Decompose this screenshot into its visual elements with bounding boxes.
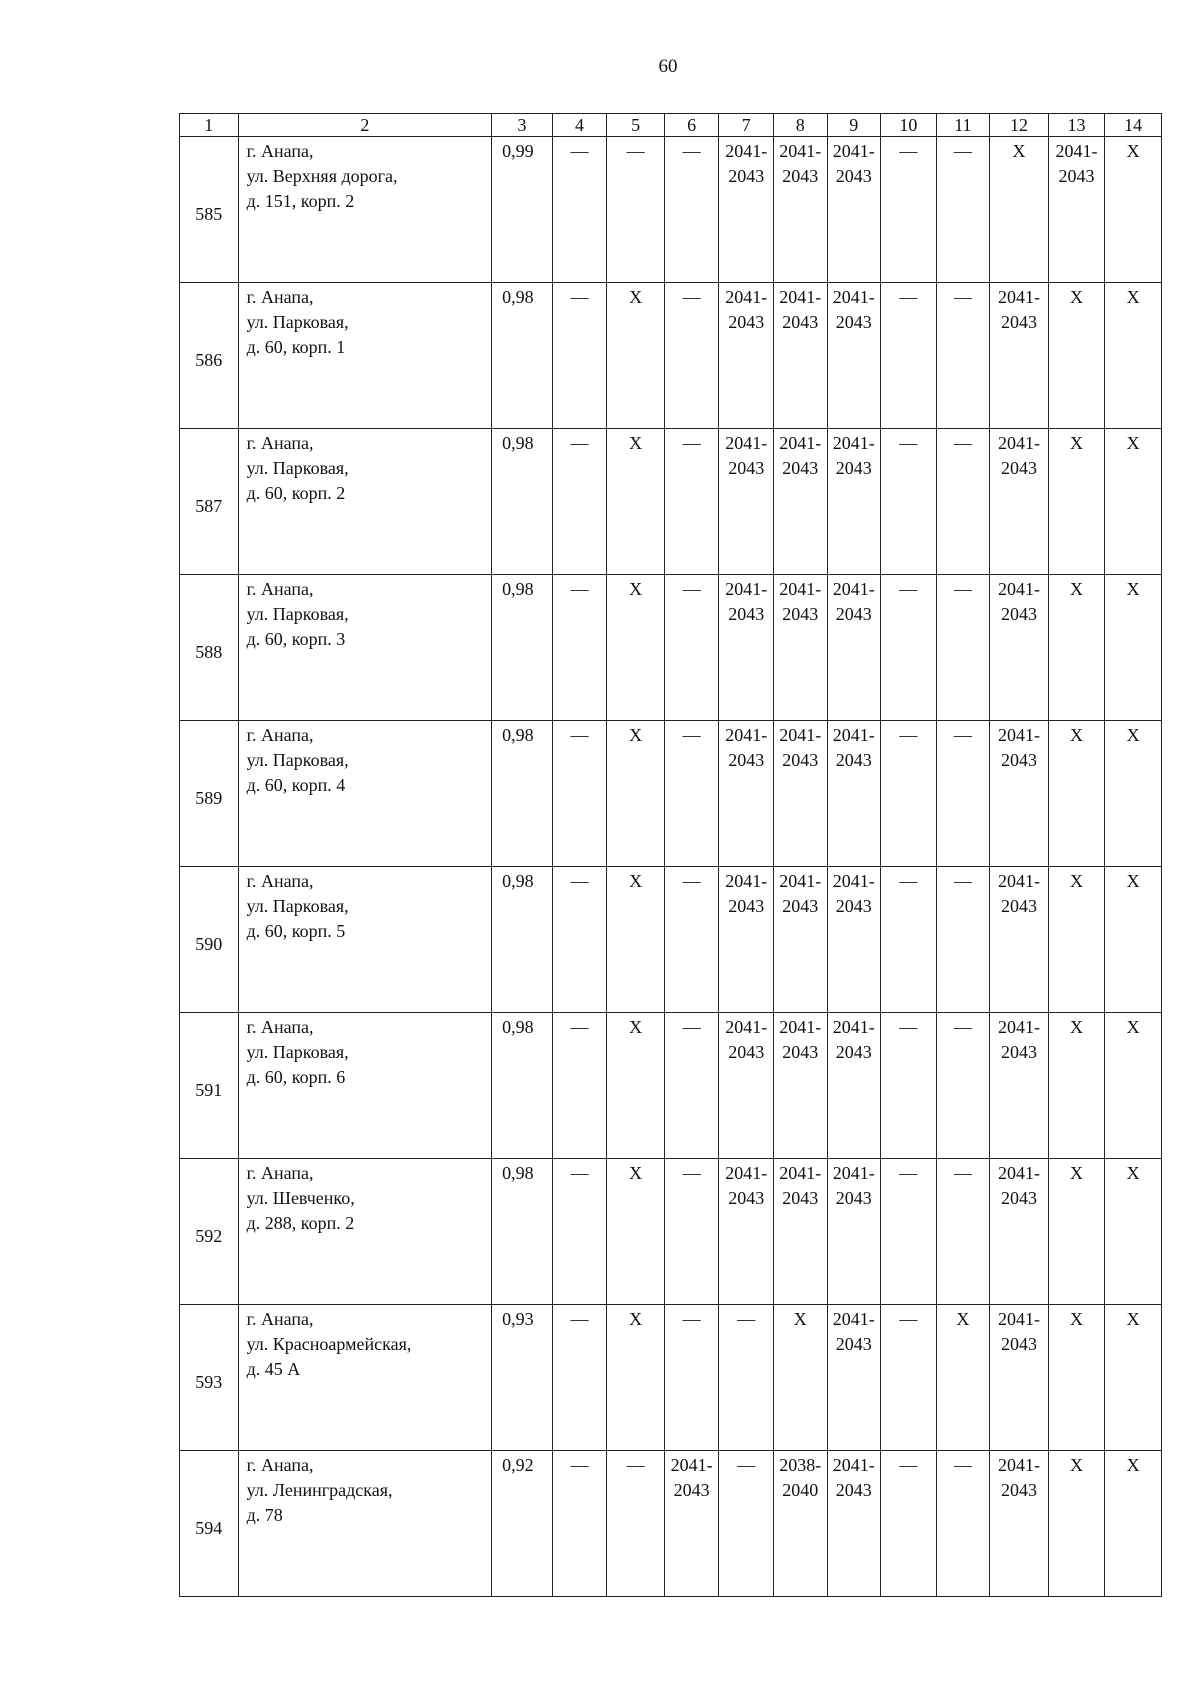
period-cell: 2041- 2043 (719, 575, 774, 721)
address-cell (238, 1013, 492, 1159)
coefficient-cell: 0,98 (492, 721, 553, 867)
period-cell: Х (607, 867, 665, 1013)
address-cell (238, 137, 492, 283)
period-cell: — (936, 575, 990, 721)
row-number-cell (180, 429, 239, 575)
table-row (180, 429, 1162, 575)
period-cell: — (664, 575, 719, 721)
period-cell: 2041- 2043 (827, 1451, 881, 1597)
address-line: д. 60, корп. 3 (246, 629, 346, 649)
period-cell: Х (607, 1305, 665, 1451)
column-header: 3 (492, 114, 553, 137)
period-cell: — (664, 1013, 719, 1159)
address-line: ул. Ленинградская, (246, 1480, 393, 1500)
address-line: д. 78 (246, 1505, 283, 1525)
column-header: 9 (827, 114, 881, 137)
period-cell: — (881, 1159, 937, 1305)
period-cell: 2041- 2043 (774, 283, 828, 429)
column-header: 8 (774, 114, 828, 137)
row-number-cell (180, 575, 239, 721)
period-cell: — (664, 721, 719, 867)
period-cell: — (664, 137, 719, 283)
address-line: д. 60, корп. 4 (246, 775, 346, 795)
period-cell: 2041- 2043 (719, 137, 774, 283)
period-cell: 2041- 2043 (827, 137, 881, 283)
row-number: 587 (195, 496, 223, 516)
row-number-cell (180, 137, 239, 283)
period-cell: 2041- 2043 (719, 1159, 774, 1305)
column-header: 14 (1105, 114, 1162, 137)
address-cell (238, 867, 492, 1013)
period-cell: 2041- 2043 (827, 1305, 881, 1451)
address-line: г. Анапа, (246, 141, 314, 161)
period-cell: 2041- 2043 (774, 1159, 828, 1305)
period-cell: 2041- 2043 (827, 1013, 881, 1159)
period-cell: 2041- 2043 (827, 1159, 881, 1305)
row-number: 593 (195, 1372, 223, 1392)
period-cell: — (607, 137, 665, 283)
period-cell: 2041- 2043 (774, 429, 828, 575)
address-line: г. Анапа, (246, 1163, 314, 1183)
period-cell: 2041- 2043 (774, 721, 828, 867)
period-cell: 2041- 2043 (774, 137, 828, 283)
period-cell: — (552, 721, 607, 867)
address-line: ул. Шевченко, (246, 1188, 355, 1208)
period-cell: — (936, 1451, 990, 1597)
period-cell: — (552, 1013, 607, 1159)
address-cell (238, 283, 492, 429)
period-cell: — (719, 1451, 774, 1597)
row-number: 586 (195, 350, 223, 370)
row-number: 589 (195, 788, 223, 808)
address-line: ул. Парковая, (246, 458, 349, 478)
table-row (180, 1305, 1162, 1451)
period-cell: Х (1105, 575, 1162, 721)
table-row (180, 1013, 1162, 1159)
address-line: д. 60, корп. 5 (246, 921, 346, 941)
period-cell: 2041- 2043 (774, 1013, 828, 1159)
address-line: г. Анапа, (246, 1455, 314, 1475)
address-cell (238, 1159, 492, 1305)
row-number: 594 (195, 1518, 223, 1538)
address-line: ул. Парковая, (246, 896, 349, 916)
period-cell: — (552, 429, 607, 575)
period-cell: — (664, 429, 719, 575)
period-cell: — (552, 1305, 607, 1451)
period-cell: 2041- 2043 (990, 1305, 1049, 1451)
period-cell: Х (607, 283, 665, 429)
address-line: ул. Парковая, (246, 312, 349, 332)
address-line: д. 60, корп. 1 (246, 337, 346, 357)
period-cell: Х (1048, 283, 1105, 429)
period-cell: 2041- 2043 (990, 867, 1049, 1013)
address-line: д. 288, корп. 2 (246, 1213, 355, 1233)
period-cell: — (552, 283, 607, 429)
table-row (180, 721, 1162, 867)
period-cell: — (936, 867, 990, 1013)
period-cell: — (664, 1159, 719, 1305)
coefficient-cell: 0,98 (492, 867, 553, 1013)
period-cell: 2041- 2043 (990, 283, 1049, 429)
address-line: д. 45 А (246, 1359, 301, 1379)
address-line: ул. Красноармейская, (246, 1334, 412, 1354)
period-cell: 2041- 2043 (719, 283, 774, 429)
period-cell: — (881, 137, 937, 283)
table-body (180, 137, 1162, 1597)
table-header (180, 114, 1162, 137)
period-cell: 2041- 2043 (719, 429, 774, 575)
period-cell: Х (990, 137, 1049, 283)
coefficient-cell: 0,98 (492, 1013, 553, 1159)
row-number: 585 (195, 204, 223, 224)
period-cell: — (881, 283, 937, 429)
period-cell: 2041- 2043 (827, 721, 881, 867)
table-row (180, 867, 1162, 1013)
period-cell: Х (1048, 867, 1105, 1013)
period-cell: — (936, 1013, 990, 1159)
column-header: 13 (1048, 114, 1105, 137)
period-cell: 2041- 2043 (774, 867, 828, 1013)
period-cell: Х (1048, 1013, 1105, 1159)
period-cell: 2041- 2043 (664, 1451, 719, 1597)
period-cell: — (664, 283, 719, 429)
period-cell: — (936, 429, 990, 575)
period-cell: 2041- 2043 (990, 1451, 1049, 1597)
period-cell: 2041- 2043 (990, 575, 1049, 721)
page-number: 60 (658, 56, 678, 77)
row-number: 588 (195, 642, 223, 662)
address-line: г. Анапа, (246, 1309, 314, 1329)
period-cell: 2041- 2043 (719, 867, 774, 1013)
address-line: г. Анапа, (246, 725, 314, 745)
period-cell: 2041- 2043 (827, 867, 881, 1013)
period-cell: 2041- 2043 (990, 721, 1049, 867)
period-cell: — (881, 575, 937, 721)
row-number-cell (180, 867, 239, 1013)
coefficient-cell: 0,93 (492, 1305, 553, 1451)
period-cell: — (552, 867, 607, 1013)
period-cell: Х (936, 1305, 990, 1451)
row-number-cell (180, 283, 239, 429)
period-cell: Х (607, 429, 665, 575)
address-cell (238, 721, 492, 867)
register-table (179, 113, 1162, 1597)
table-row (180, 137, 1162, 283)
table-row (180, 1451, 1162, 1597)
address-cell (238, 1451, 492, 1597)
period-cell: Х (1048, 721, 1105, 867)
period-cell: 2041- 2043 (990, 429, 1049, 575)
address-line: г. Анапа, (246, 871, 314, 891)
period-cell: — (552, 137, 607, 283)
period-cell: Х (774, 1305, 828, 1451)
period-cell: Х (1048, 575, 1105, 721)
column-header: 10 (881, 114, 937, 137)
period-cell: — (552, 1159, 607, 1305)
period-cell: Х (1105, 283, 1162, 429)
row-number: 591 (195, 1080, 223, 1100)
period-cell: — (881, 1451, 937, 1597)
column-header: 12 (990, 114, 1049, 137)
table-row (180, 283, 1162, 429)
period-cell: Х (1105, 1159, 1162, 1305)
row-number: 590 (195, 934, 223, 954)
period-cell: Х (607, 575, 665, 721)
table-row (180, 575, 1162, 721)
period-cell: Х (607, 1013, 665, 1159)
period-cell: 2041- 2043 (719, 1013, 774, 1159)
period-cell: — (881, 429, 937, 575)
period-cell: — (664, 1305, 719, 1451)
period-cell: Х (607, 721, 665, 867)
coefficient-cell: 0,99 (492, 137, 553, 283)
column-header: 4 (552, 114, 607, 137)
address-line: д. 151, корп. 2 (246, 191, 355, 211)
address-line: д. 60, корп. 6 (246, 1067, 346, 1087)
coefficient-cell: 0,98 (492, 283, 553, 429)
period-cell: Х (1048, 1451, 1105, 1597)
period-cell: 2041- 2043 (990, 1159, 1049, 1305)
row-number: 592 (195, 1226, 223, 1246)
address-cell (238, 429, 492, 575)
row-number-cell (180, 721, 239, 867)
column-header: 5 (607, 114, 665, 137)
period-cell: — (719, 1305, 774, 1451)
column-header: 7 (719, 114, 774, 137)
period-cell: — (936, 721, 990, 867)
column-header: 11 (936, 114, 990, 137)
address-line: г. Анапа, (246, 1017, 314, 1037)
period-cell: Х (1105, 1451, 1162, 1597)
period-cell: 2041- 2043 (719, 721, 774, 867)
period-cell: 2041- 2043 (827, 283, 881, 429)
period-cell: — (552, 575, 607, 721)
row-number-cell (180, 1305, 239, 1451)
column-header: 2 (238, 114, 492, 137)
period-cell: Х (607, 1159, 665, 1305)
period-cell: — (881, 721, 937, 867)
period-cell: Х (1048, 1159, 1105, 1305)
address-line: ул. Парковая, (246, 604, 349, 624)
address-cell (238, 1305, 492, 1451)
period-cell: Х (1105, 137, 1162, 283)
period-cell: 2038- 2040 (774, 1451, 828, 1597)
period-cell: 2041- 2043 (1048, 137, 1105, 283)
coefficient-cell: 0,92 (492, 1451, 553, 1597)
period-cell: Х (1105, 1013, 1162, 1159)
address-line: ул. Парковая, (246, 750, 349, 770)
period-cell: — (881, 1013, 937, 1159)
address-cell (238, 575, 492, 721)
period-cell: Х (1105, 721, 1162, 867)
period-cell: — (881, 867, 937, 1013)
column-number-row (180, 114, 1162, 137)
period-cell: — (936, 283, 990, 429)
table-row (180, 1159, 1162, 1305)
address-line: г. Анапа, (246, 287, 314, 307)
address-line: г. Анапа, (246, 433, 314, 453)
column-header: 6 (664, 114, 719, 137)
period-cell: Х (1105, 1305, 1162, 1451)
period-cell: Х (1048, 1305, 1105, 1451)
address-line: ул. Верхняя дорога, (246, 166, 398, 186)
address-line: д. 60, корп. 2 (246, 483, 346, 503)
column-header: 1 (180, 114, 239, 137)
period-cell: Х (1048, 429, 1105, 575)
address-line: г. Анапа, (246, 579, 314, 599)
period-cell: Х (1105, 867, 1162, 1013)
period-cell: — (936, 137, 990, 283)
period-cell: 2041- 2043 (990, 1013, 1049, 1159)
period-cell: — (607, 1451, 665, 1597)
period-cell: 2041- 2043 (774, 575, 828, 721)
period-cell: 2041- 2043 (827, 429, 881, 575)
address-line: ул. Парковая, (246, 1042, 349, 1062)
coefficient-cell: 0,98 (492, 575, 553, 721)
row-number-cell (180, 1159, 239, 1305)
period-cell: — (664, 867, 719, 1013)
period-cell: — (552, 1451, 607, 1597)
period-cell: Х (1105, 429, 1162, 575)
period-cell: — (936, 1159, 990, 1305)
coefficient-cell: 0,98 (492, 429, 553, 575)
period-cell: — (881, 1305, 937, 1451)
coefficient-cell: 0,98 (492, 1159, 553, 1305)
row-number-cell (180, 1013, 239, 1159)
row-number-cell (180, 1451, 239, 1597)
period-cell: 2041- 2043 (827, 575, 881, 721)
